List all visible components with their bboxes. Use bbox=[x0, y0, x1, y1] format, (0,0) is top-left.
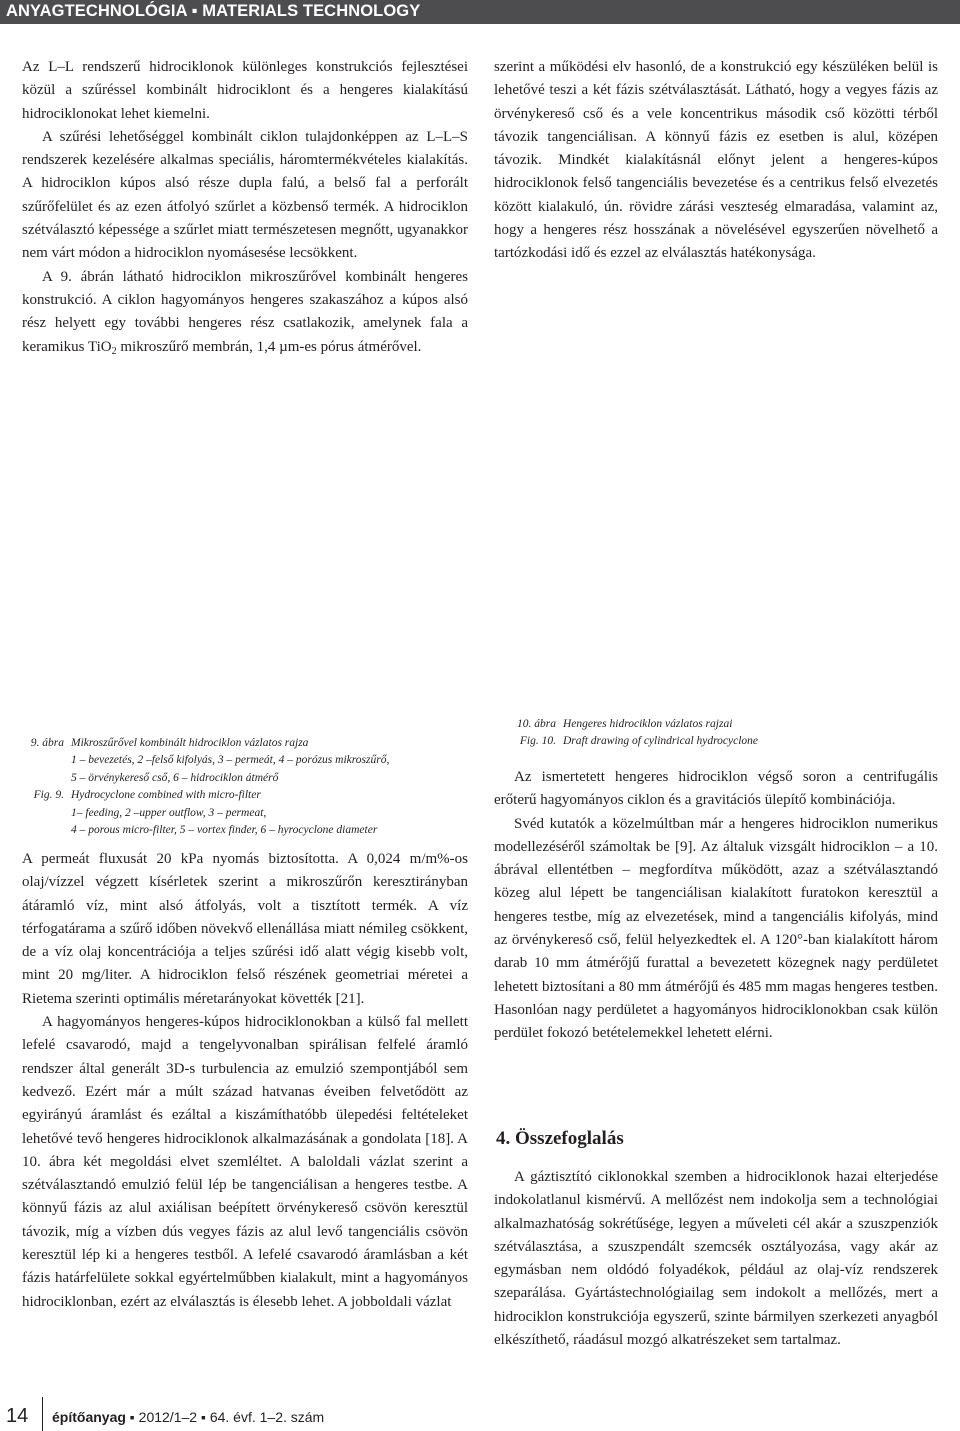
section-heading: 4. Összefoglalás bbox=[496, 1128, 624, 1149]
caption-legend: 1 – bevezetés, 2 –felső kifolyás, 3 – permeát, 4 – porózus mikroszűrő, bbox=[71, 754, 390, 767]
paragraph: A 9. ábrán látható hidrociklon mikroszűrővel kombinált hengeres konstrukció. A ciklon hagyományos hengeres szakaszához a kúpos alsó rész helyett egy további hengeres rész csatlakozik, amelynek fala a keramikus TiO$_2$ mikroszűrő membrán, 1,4 µm-es pórus átmérővel. bbox=[22, 268, 468, 357]
journal-issue: 2012/1–2 bbox=[138, 1409, 198, 1425]
figure-9-image bbox=[22, 410, 468, 710]
paragraph: A gáztisztító ciklonokkal szemben a hidrociklonok hazai elterjedése indokolatlanul kismérvű. A mellőzést nem indokolja sem a technológiai alkalmazhatóság sokrétűsége, legyen a műveleti cél akár a szuszpenziók szétválasztása, a szuszpendált szemcsék osztályozása, vagy akár az egymásban nem oldódó folyadékok, például az olaj-víz rendszerek szeparálása. Gyártástechnológiailag sem indokolt a mellőzés, mert a hidrociklon konstrukciója egyszerű, szinte bármilyen szerkezeti anyagból elkészíthető, ráadásul mozgó alkatrészeket sem tartalmaz. bbox=[494, 1169, 938, 1349]
running-header bbox=[0, 0, 960, 24]
right-column-summary bbox=[494, 1166, 938, 1352]
footer-separator: ▪ bbox=[129, 1409, 135, 1425]
caption-title: Draft drawing of cylindrical hydrocyclone bbox=[563, 735, 759, 748]
journal-volume: 64. évf. 1–2. szám bbox=[209, 1409, 325, 1425]
paragraph: A hagyományos hengeres-kúpos hidrociklonokban a külső fal mellett lefelé csavarodó, majd a tengelyvonalban spirálisan felfelé áramló rendszer által generált 3D-s turbulencia az emulzió szempontjából sem kedvező. Ezért már a múlt század hatvanas éveiben felvetődött az egyirányú áramlást és ezáltal a kiszámíthatóbb ülepedési feltételeket lehetővé tevő hengeres hidrociklonok alkalmazásának a gondolata [18]. A 10. ábra két megoldási elvet szemléltet. A baloldali vázlat szerint a szétválasztandó emulzió felül lép be tangenciálisan a hengeres testbe. A könnyű fázis az alul axiálisan beépített örvénykereső csövön keresztül távozik, míg a vízben dús vegyes fázis az alul levő tangenciális csövön keresztül lép ki a hengeres testből. A lefelé csavarodó áramlásban a két fázis határfelülete sokkal egyértelműbben kialakult, mint a hagyományos hidrociklonban, ezért az elválasztás is élesebb lehet. A jobboldali vázlat bbox=[22, 1014, 468, 1310]
figure-9-caption bbox=[18, 735, 478, 839]
caption-label: 10. ábra bbox=[517, 718, 556, 730]
figure-10-image bbox=[494, 410, 938, 700]
footer-divider bbox=[42, 1397, 43, 1431]
running-header-title: ANYAGTECHNOLÓGIA ▪ MATERIALS TECHNOLOGY bbox=[6, 2, 421, 20]
paragraph: Az L–L rendszerű hidrociklonok különleges konstrukciós fejlesztései közül a szűréssel kombinált hidrociklont és a hengeres kialakítású hidrociklonokat lehet kiemelni. bbox=[22, 59, 468, 122]
paragraph: szerint a működési elv hasonló, de a konstrukció egy készüléken belül is lehetővé teszi a két fázis szétválasztását. Látható, hogy a vegyes fázis az örvénykereső cső és a vele koncentrikus második cső közötti térből távozik tangenciálisan. A könnyű fázis ez esetben is alul, középen távozik. Mindkét kialakításnál előnyt jelent a hengeres-kúpos hidrociklonok felső tangenciális bevezetése és a centrikus felső elvezetés között kialakuló, ún. rövidre zárási veszteség elmaradása, valamint az, hogy a hengeres rész hosszának a növelésével egyszerűen növelhető a tartózkodási idő és ezzel az elválasztás hatékonysága. bbox=[494, 59, 938, 262]
caption-label: Fig. 9. bbox=[33, 789, 64, 802]
footer-journal-info bbox=[52, 1409, 324, 1425]
caption-label: 9. ábra bbox=[30, 737, 64, 749]
left-column-top bbox=[22, 56, 468, 363]
caption-title: Mikroszűrővel kombinált hidrociklon vázlatos rajza bbox=[71, 737, 309, 749]
caption-legend: 5 – örvénykereső cső, 6 – hidrociklon átmérő bbox=[71, 771, 279, 784]
right-column-top bbox=[494, 56, 938, 266]
caption-title: Hydrocyclone combined with micro-filter bbox=[71, 789, 261, 802]
footer-separator: ▪ bbox=[200, 1409, 206, 1425]
right-column-bottom bbox=[494, 766, 938, 1046]
paragraph: Svéd kutatók a közelmúltban már a hengeres hidrociklon numerikus modellezéséről számoltak be [9]. Az általuk vizsgált hidrociklon – a 10. ábrával ellentétben – megfordítva működött, azaz a szétválasztandó közeg alul lépett be tangenciálisan kialakított furatokon keresztül a hengeres testbe, míg az elvezetések, mind a tangenciális kifolyás, mind az örvénykereső cső, felül helyezkedtek el. A 120°-ban kialakított három darab 10 mm átmérőjű furattal a bevezetett közegnek nagy perdületet lehetett biztosítani a 80 mm átmérőjű és 485 mm magas hengeres testben. Hasonlóan nagy perdületet a hagyományos hidrociklonokban csak külön perdület fokozó betételemekkel lehetett elérni. bbox=[494, 815, 938, 1042]
figure-10-caption bbox=[504, 716, 944, 751]
caption-label: Fig. 10. bbox=[519, 735, 556, 748]
paragraph: Az ismertetett hengeres hidrociklon végső soron a centrifugális erőterű hagyományos ciklon és a gravitációs ülepítő kombinációja. bbox=[494, 769, 938, 809]
paragraph: A szűrési lehetőséggel kombinált ciklon tulajdonképpen az L–L–S rendszerek kezelésére alkalmas speciális, háromtermékvételes kialakítás. A hidrociklon kúpos alsó része dupla falú, a belső fal a perforált szűrőfelület és az ezen átfolyó szűrlet a közbenső termék. A hidrociklon szétválasztó képessége a szűrlet miatt természetesen megnőtt, ugyanakkor nem várt módon a hidrociklon nyomásesése lecsökkent. bbox=[22, 128, 468, 262]
paragraph: A permeát fluxusát 20 kPa nyomás biztosította. A 0,024 m/m%-os olaj/vízzel végzett kísérletek szerint a mikroszűrőn keresztirányban átáramló víz, mint alsó átfolyás, volt a tisztított termék. A víz térfogatárama a szűrő időben növekvő ellenállása miatt némileg csökkent, de a víz olaj koncentrációja a teljes szűrési idő alatt végig kisebb volt, mint 20 mg/liter. A hidrociklon felső részének geometriai méretei a Rietema szerinti optimális méretarányokat követték [21]. bbox=[22, 851, 468, 1007]
caption-legend: 1– feeding, 2 –upper outflow, 3 – permeat, bbox=[71, 806, 267, 819]
left-column-bottom bbox=[22, 848, 468, 1314]
journal-name: építőanyag bbox=[52, 1409, 126, 1425]
caption-title: Hengeres hidrociklon vázlatos rajzai bbox=[563, 718, 733, 730]
caption-legend: 4 – porous micro-filter, 5 – vortex finder, 6 – hyrocyclone diameter bbox=[71, 824, 378, 837]
page-number: 14 bbox=[6, 1405, 29, 1427]
